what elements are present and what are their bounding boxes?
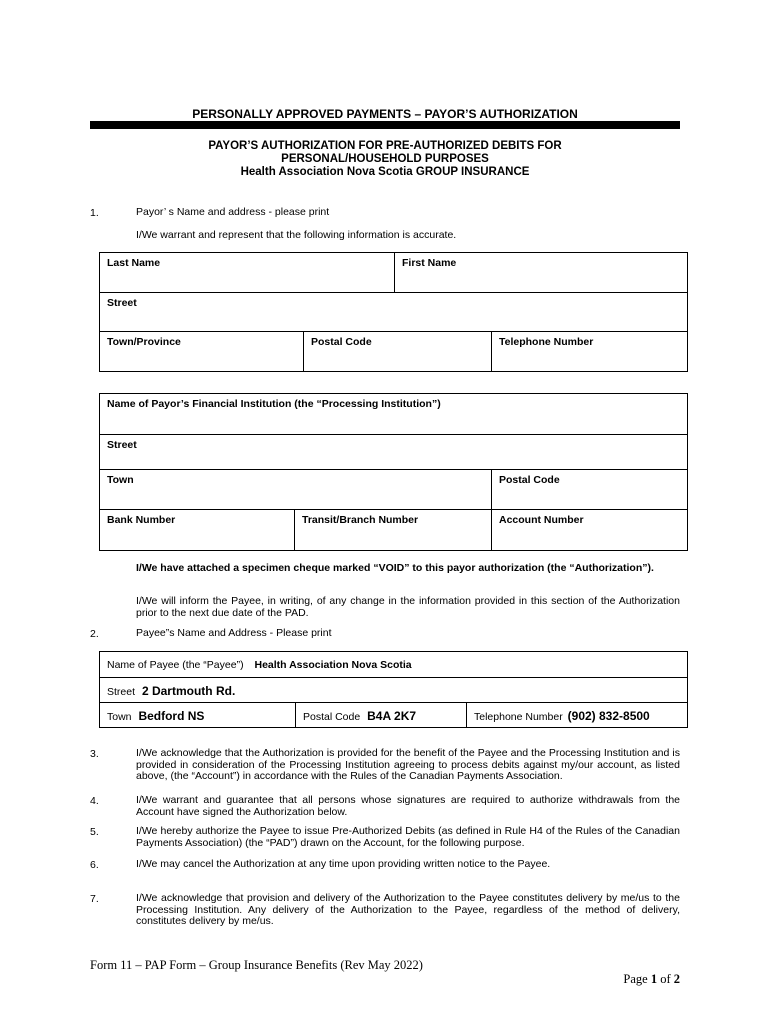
payee-street-label: Street xyxy=(107,686,136,698)
page-prefix: Page xyxy=(623,972,651,986)
bank-postal-code-label: Postal Code xyxy=(499,474,560,486)
payee-phone-row xyxy=(474,709,650,723)
payee-postal-value: B4A 2K7 xyxy=(367,709,417,723)
account-number-label: Account Number xyxy=(499,514,584,526)
payee-postal-label: Postal Code xyxy=(303,711,361,723)
account-number-field[interactable] xyxy=(491,509,688,551)
payor-telephone-label: Telephone Number xyxy=(499,336,594,348)
form-subtitle xyxy=(90,140,680,179)
town-province-field[interactable] xyxy=(99,331,304,372)
first-name-field[interactable] xyxy=(394,252,688,293)
clause-number: 4. xyxy=(90,795,99,807)
clause-number: 7. xyxy=(90,893,99,905)
payor-telephone-field[interactable] xyxy=(491,331,688,372)
payor-postal-code-label: Postal Code xyxy=(311,336,372,348)
section-2-number: 2. xyxy=(90,628,99,640)
bank-street-field[interactable] xyxy=(99,434,688,470)
clause-text: I/We acknowledge that the Authorization is provided for the benefit of the Payee and the Processing Institution and is provided in consideration of the Processing Institution agreeing to process debits against my/our account, as listed above, (the “Account”) in accordance with the Rules of the Canadian Payments Association. xyxy=(136,747,680,782)
clause-number: 5. xyxy=(90,826,99,838)
bank-info-table xyxy=(99,393,688,551)
payee-phone-value: (902) 832-8500 xyxy=(567,709,650,723)
last-name-label: Last Name xyxy=(107,257,161,269)
bank-town-label: Town xyxy=(107,474,134,486)
bank-town-field[interactable] xyxy=(99,469,492,510)
payee-phone-label: Telephone Number xyxy=(474,711,563,723)
payor-postal-code-field[interactable] xyxy=(303,331,492,372)
payee-town-label: Town xyxy=(107,711,132,723)
bank-postal-code-field[interactable] xyxy=(491,469,688,510)
bank-number-label: Bank Number xyxy=(107,514,176,526)
form-id: Form 11 – PAP Form – Group Insurance Benefits (Rev May 2022) xyxy=(90,958,423,972)
payee-street-value: 2 Dartmouth Rd. xyxy=(141,684,236,698)
payee-street-row xyxy=(107,684,235,698)
section-1-heading: Payor’ s Name and address - please print xyxy=(136,206,330,218)
payee-name-value: Health Association Nova Scotia xyxy=(254,659,412,671)
payee-street-field xyxy=(99,677,688,703)
payee-town-row xyxy=(107,709,204,723)
institution-name-field[interactable] xyxy=(99,393,688,435)
subtitle-line-2: PERSONAL/HOUSEHOLD PURPOSES xyxy=(281,153,489,165)
payee-postal-field xyxy=(295,702,467,728)
payee-name-field xyxy=(99,651,688,678)
clause-text: I/We may cancel the Authorization at any time upon providing written notice to the Payee. xyxy=(136,858,551,870)
inform-note: I/We will inform the Payee, in writing, of any change in the information provided in this section of the Authorization prior to the next due date of the PAD. xyxy=(136,595,680,619)
clause-text: I/We hereby authorize the Payee to issue Pre-Authorized Debits (as defined in Rule H4 of the Rules of the Canadian Payments Association) (the “PAD”) drawn on the Account, for the following purpose. xyxy=(136,825,680,849)
page-of: of xyxy=(657,972,674,986)
payee-name-label: Name of Payee (the “Payee”) xyxy=(107,659,244,671)
payee-postal-row xyxy=(303,709,416,723)
payee-town-field xyxy=(99,702,296,728)
page-current: 1 xyxy=(650,972,658,986)
form-title: PERSONALLY APPROVED PAYMENTS – PAYOR’S AUTHORIZATION xyxy=(192,107,578,121)
page-number xyxy=(600,972,680,987)
transit-number-label: Transit/Branch Number xyxy=(302,514,419,526)
payor-address-table xyxy=(99,252,688,372)
clause-text: I/We warrant and guarantee that all persons whose signatures are required to authorize withdrawals from the Account have signed the Authorization below. xyxy=(136,794,680,818)
payee-table xyxy=(99,651,688,728)
clause-text: I/We acknowledge that provision and delivery of the Authorization to the Payee constitutes delivery by me/us to the Processing Institution. Any delivery of the Authorization to the Payee, regardless of the method of delivery, constitutes delivery by me/us. xyxy=(136,892,680,927)
subtitle-line-3: Health Association Nova Scotia GROUP INSURANCE xyxy=(240,166,530,178)
first-name-label: First Name xyxy=(402,257,457,269)
town-province-label: Town/Province xyxy=(107,336,181,348)
subtitle-line-1: PAYOR’S AUTHORIZATION FOR PRE-AUTHORIZED DEBITS FOR xyxy=(208,140,562,152)
section-1-number: 1. xyxy=(90,207,99,219)
payee-town-value: Bedford NS xyxy=(138,709,205,723)
transit-number-field[interactable] xyxy=(294,509,492,551)
payor-street-field[interactable] xyxy=(99,292,688,332)
bank-number-field[interactable] xyxy=(99,509,295,551)
cheque-note: I/We have attached a specimen cheque marked “VOID” to this payor authorization (the “Authorization”). xyxy=(136,562,654,574)
clause-number: 3. xyxy=(90,748,99,760)
title-rule xyxy=(90,121,680,129)
bank-street-label: Street xyxy=(107,439,137,451)
payee-name-row xyxy=(107,659,412,671)
institution-name-label: Name of Payor’s Financial Institution (the “Processing Institution”) xyxy=(107,398,441,410)
section-1-statement: I/We warrant and represent that the following information is accurate. xyxy=(136,229,457,241)
clause-number: 6. xyxy=(90,859,99,871)
payee-phone-field xyxy=(466,702,688,728)
last-name-field[interactable] xyxy=(99,252,395,293)
payor-street-label: Street xyxy=(107,297,137,309)
section-2-heading: Payee”s Name and Address - Please print xyxy=(136,627,332,639)
page-total: 2 xyxy=(673,972,680,986)
